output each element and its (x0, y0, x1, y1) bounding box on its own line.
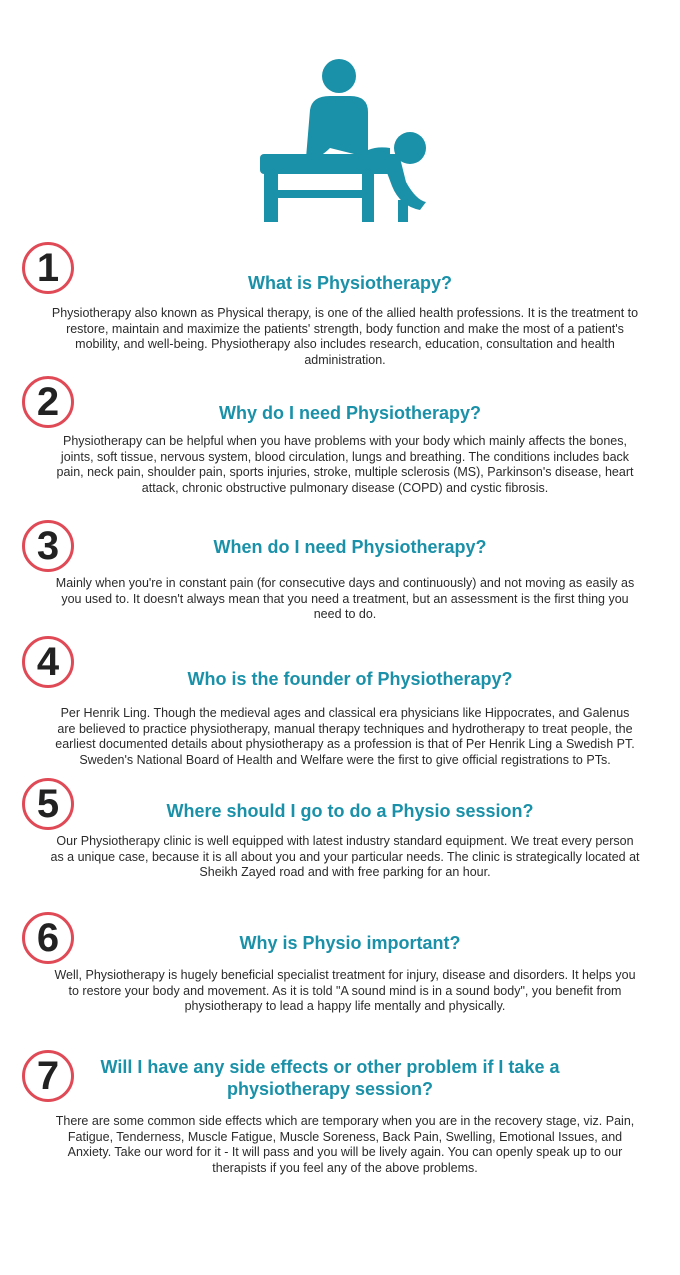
section-title: When do I need Physiotherapy? (213, 537, 487, 557)
number-badge: 5 (22, 778, 74, 830)
physiotherapy-massage-icon (250, 50, 440, 225)
section-body: Physiotherapy can be helpful when you have problems with your body which mainly affects the bones, joints, soft tissue, nervous system, blood circulation, lungs and breathing. The conditions includes back pain, neck pain, shoulder pain, sports injuries, stroke, multiple sclerosis (MS), Parkinson's disease, heart attack, chronic obstructive pulmonary disease (COPD) and cystic fibrosis. (56, 434, 634, 495)
section-body: Per Henrik Ling. Though the medieval ages and classical era physicians like Hippocrates, and Galenus are believed to practice physiotherapy, manual therapy techniques and hydrotherapy to treat people, the earliest documented details about physiotherapy as a profession is that of Per Henrik Ling a Swedish PT. Sweden's National Board of Health and Welfare were the first to give official registrations to PTs. (55, 706, 635, 767)
number-badge: 2 (22, 376, 74, 428)
section-body: Physiotherapy also known as Physical therapy, is one of the allied health professions. It is the treatment to restore, maintain and maximize the patients' strength, body function and make the most of a patient's mobility, and well-being. Physiotherapy also includes research, education, consultation and health administration. (51, 306, 639, 367)
number-badge: 4 (22, 636, 74, 688)
section-body: There are some common side effects which are temporary when you are in the recovery stage, viz. Pain, Fatigue, Tenderness, Muscle Fatigue, Muscle Soreness, Back Pain, Swelling, Emotional Issues, and Anxiety. Take our word for it - It will pass and you will be lively again. You can openly speak up to our therapists if you feel any of the above problems. (55, 1114, 635, 1175)
section-title: What is Physiotherapy? (247, 273, 453, 293)
number-badge: 1 (22, 242, 74, 294)
section-title: Where should I go to do a Physio session? (166, 801, 534, 821)
number-badge: 6 (22, 912, 74, 964)
section-body: Well, Physiotherapy is hugely beneficial specialist treatment for injury, disease and disorders. It helps you to restore your body and movement. As it is told "A sound mind is in a sound body", you benefit from physiotherapy to lead a happy life mentally and physically. (54, 968, 636, 1014)
section-title: Why is Physio important? (239, 933, 461, 953)
number-badge: 7 (22, 1050, 74, 1102)
number-badge: 3 (22, 520, 74, 572)
section-title: Who is the founder of Physiotherapy? (187, 669, 513, 689)
section-body: Mainly when you're in constant pain (for consecutive days and continuously) and not moving as easily as you used to. It doesn't always mean that you need a treatment, but an assessment is the first thing you need to do. (55, 576, 635, 622)
section-title: Why do I need Physiotherapy? (218, 403, 482, 423)
section-title: Will I have any side effects or other problem if I take a physiotherapy session? (100, 1057, 560, 1099)
section-body: Our Physiotherapy clinic is well equipped with latest industry standard equipment. We treat every person as a unique case, because it is all about you and your particular needs. The clinic is strategically located at Sheikh Zayed road and with free parking for an hour. (50, 834, 640, 880)
